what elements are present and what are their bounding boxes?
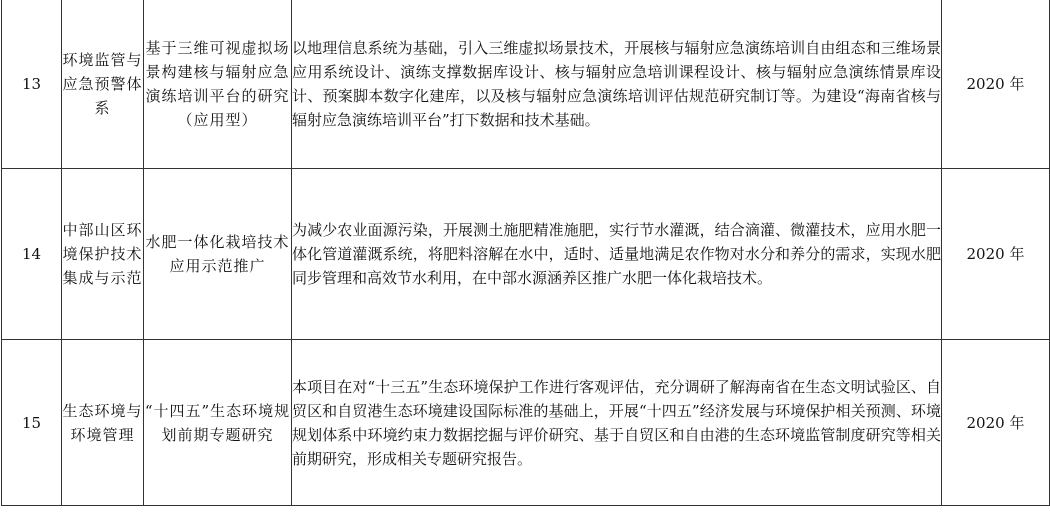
year-cell: 2020 年 (942, 0, 1050, 169)
field-cell: 生态环境与环境管理 (62, 340, 144, 506)
row-number: 15 (2, 340, 62, 506)
project-table (1, 0, 1050, 506)
field-cell: 环境监管与应急预警体系 (62, 0, 144, 169)
table-row (2, 340, 1050, 506)
description-cell: 为减少农业面源污染，开展测土施肥精准施肥，实行节水灌溉，结合滴灌、微灌技术，应用水肥一体化管道灌溉系统，将肥料溶解在水中，适时、适量地满足农作物对水分和养分的需求，实现水肥同步管理和高效节水利用，在中部水源涵养区推广水肥一体化栽培技术。 (292, 169, 942, 340)
year-cell: 2020 年 (942, 340, 1050, 506)
description-cell: 本项目在对“十三五”生态环境保护工作进行客观评估，充分调研了解海南省在生态文明试验区、自贸区和自贸港生态环境建设国际标准的基础上，开展“十四五”经济发展与环境保护相关预测、环境规划体系中环境约束力数据挖掘与评价研究、基于自贸区和自由港的生态环境监管制度研究等相关前期研究，形成相关专题研究报告。 (292, 340, 942, 506)
table-row (2, 169, 1050, 340)
row-number: 14 (2, 169, 62, 340)
year-cell: 2020 年 (942, 169, 1050, 340)
row-number: 13 (2, 0, 62, 169)
description-cell: 以地理信息系统为基础，引入三维虚拟场景技术，开展核与辐射应急演练培训自由组态和三维场景应用系统设计、演练支撑数据库设计、核与辐射应急培训课程设计、核与辐射应急演练情景库设计、预案脚本数字化建库，以及核与辐射应急演练培训评估规范研究制订等。为建设“海南省核与辐射应急演练培训平台”打下数据和技术基础。 (292, 0, 942, 169)
field-cell: 中部山区环境保护技术集成与示范 (62, 169, 144, 340)
table-row (2, 0, 1050, 169)
project-name-cell: 基于三维可视虚拟场景构建核与辐射应急演练培训平台的研究（应用型） (144, 0, 292, 169)
project-name-cell: 水肥一体化栽培技术应用示范推广 (144, 169, 292, 340)
project-name-cell: “十四五”生态环境规划前期专题研究 (144, 340, 292, 506)
